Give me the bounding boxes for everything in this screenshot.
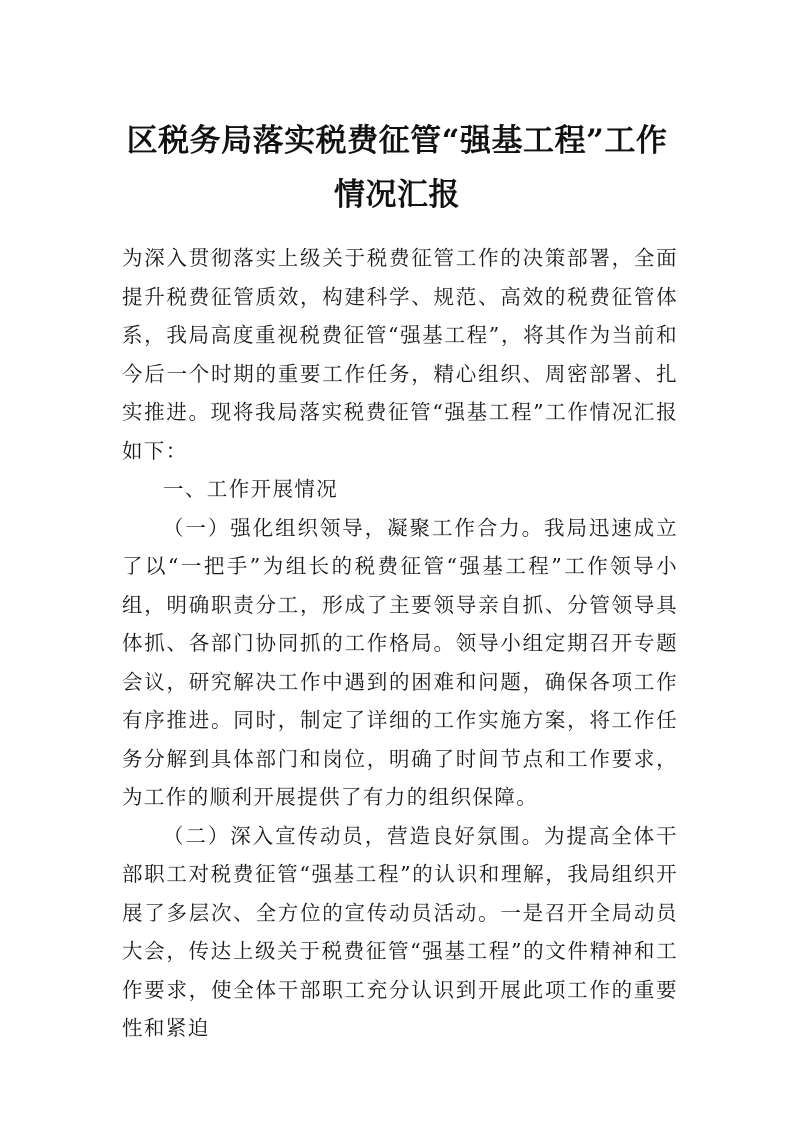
document-body <box>122 239 678 1048</box>
document-title: 区税务局落实税费征管“强基工程”工作情况汇报 <box>126 123 668 213</box>
body-paragraph: （一）强化组织领导，凝聚工作合力。我局迅速成立了以“一把手”为组长的税费征管“强基工程”工作领导小组，明确职责分工，形成了主要领导亲自抓、分管领导具体抓、各部门协同抓的工作格局。领导小组定期召开专题会议，研究解决工作中遇到的困难和问题，确保各项工作有序推进。同时，制定了详细的工作实施方案，将工作任务分解到具体部门和岗位，明确了时间节点和工作要求，为工作的顺利开展提供了有力的组织保障。 <box>122 515 678 809</box>
body-paragraph: （二）深入宣传动员，营造良好氛围。为提高全体干部职工对税费征管“强基工程”的认识和理解，我局组织开展了多层次、全方位的宣传动员活动。一是召开全局动员大会，传达上级关于税费征管“强基工程”的文件精神和工作要求，使全体干部职工充分认识到开展此项工作的重要性和紧迫 <box>122 823 678 1040</box>
section-heading: 一、工作开展情况 <box>163 477 339 501</box>
intro-paragraph: 为深入贯彻落实上级关于税费征管工作的决策部署，全面提升税费征管质效，构建科学、规范、高效的税费征管体系，我局高度重视税费征管“强基工程”，将其作为当前和今后一个时期的重要工作任务，精心组织、周密部署、扎实推进。现将我局落实税费征管“强基工程”工作情况汇报如下： <box>122 246 678 463</box>
